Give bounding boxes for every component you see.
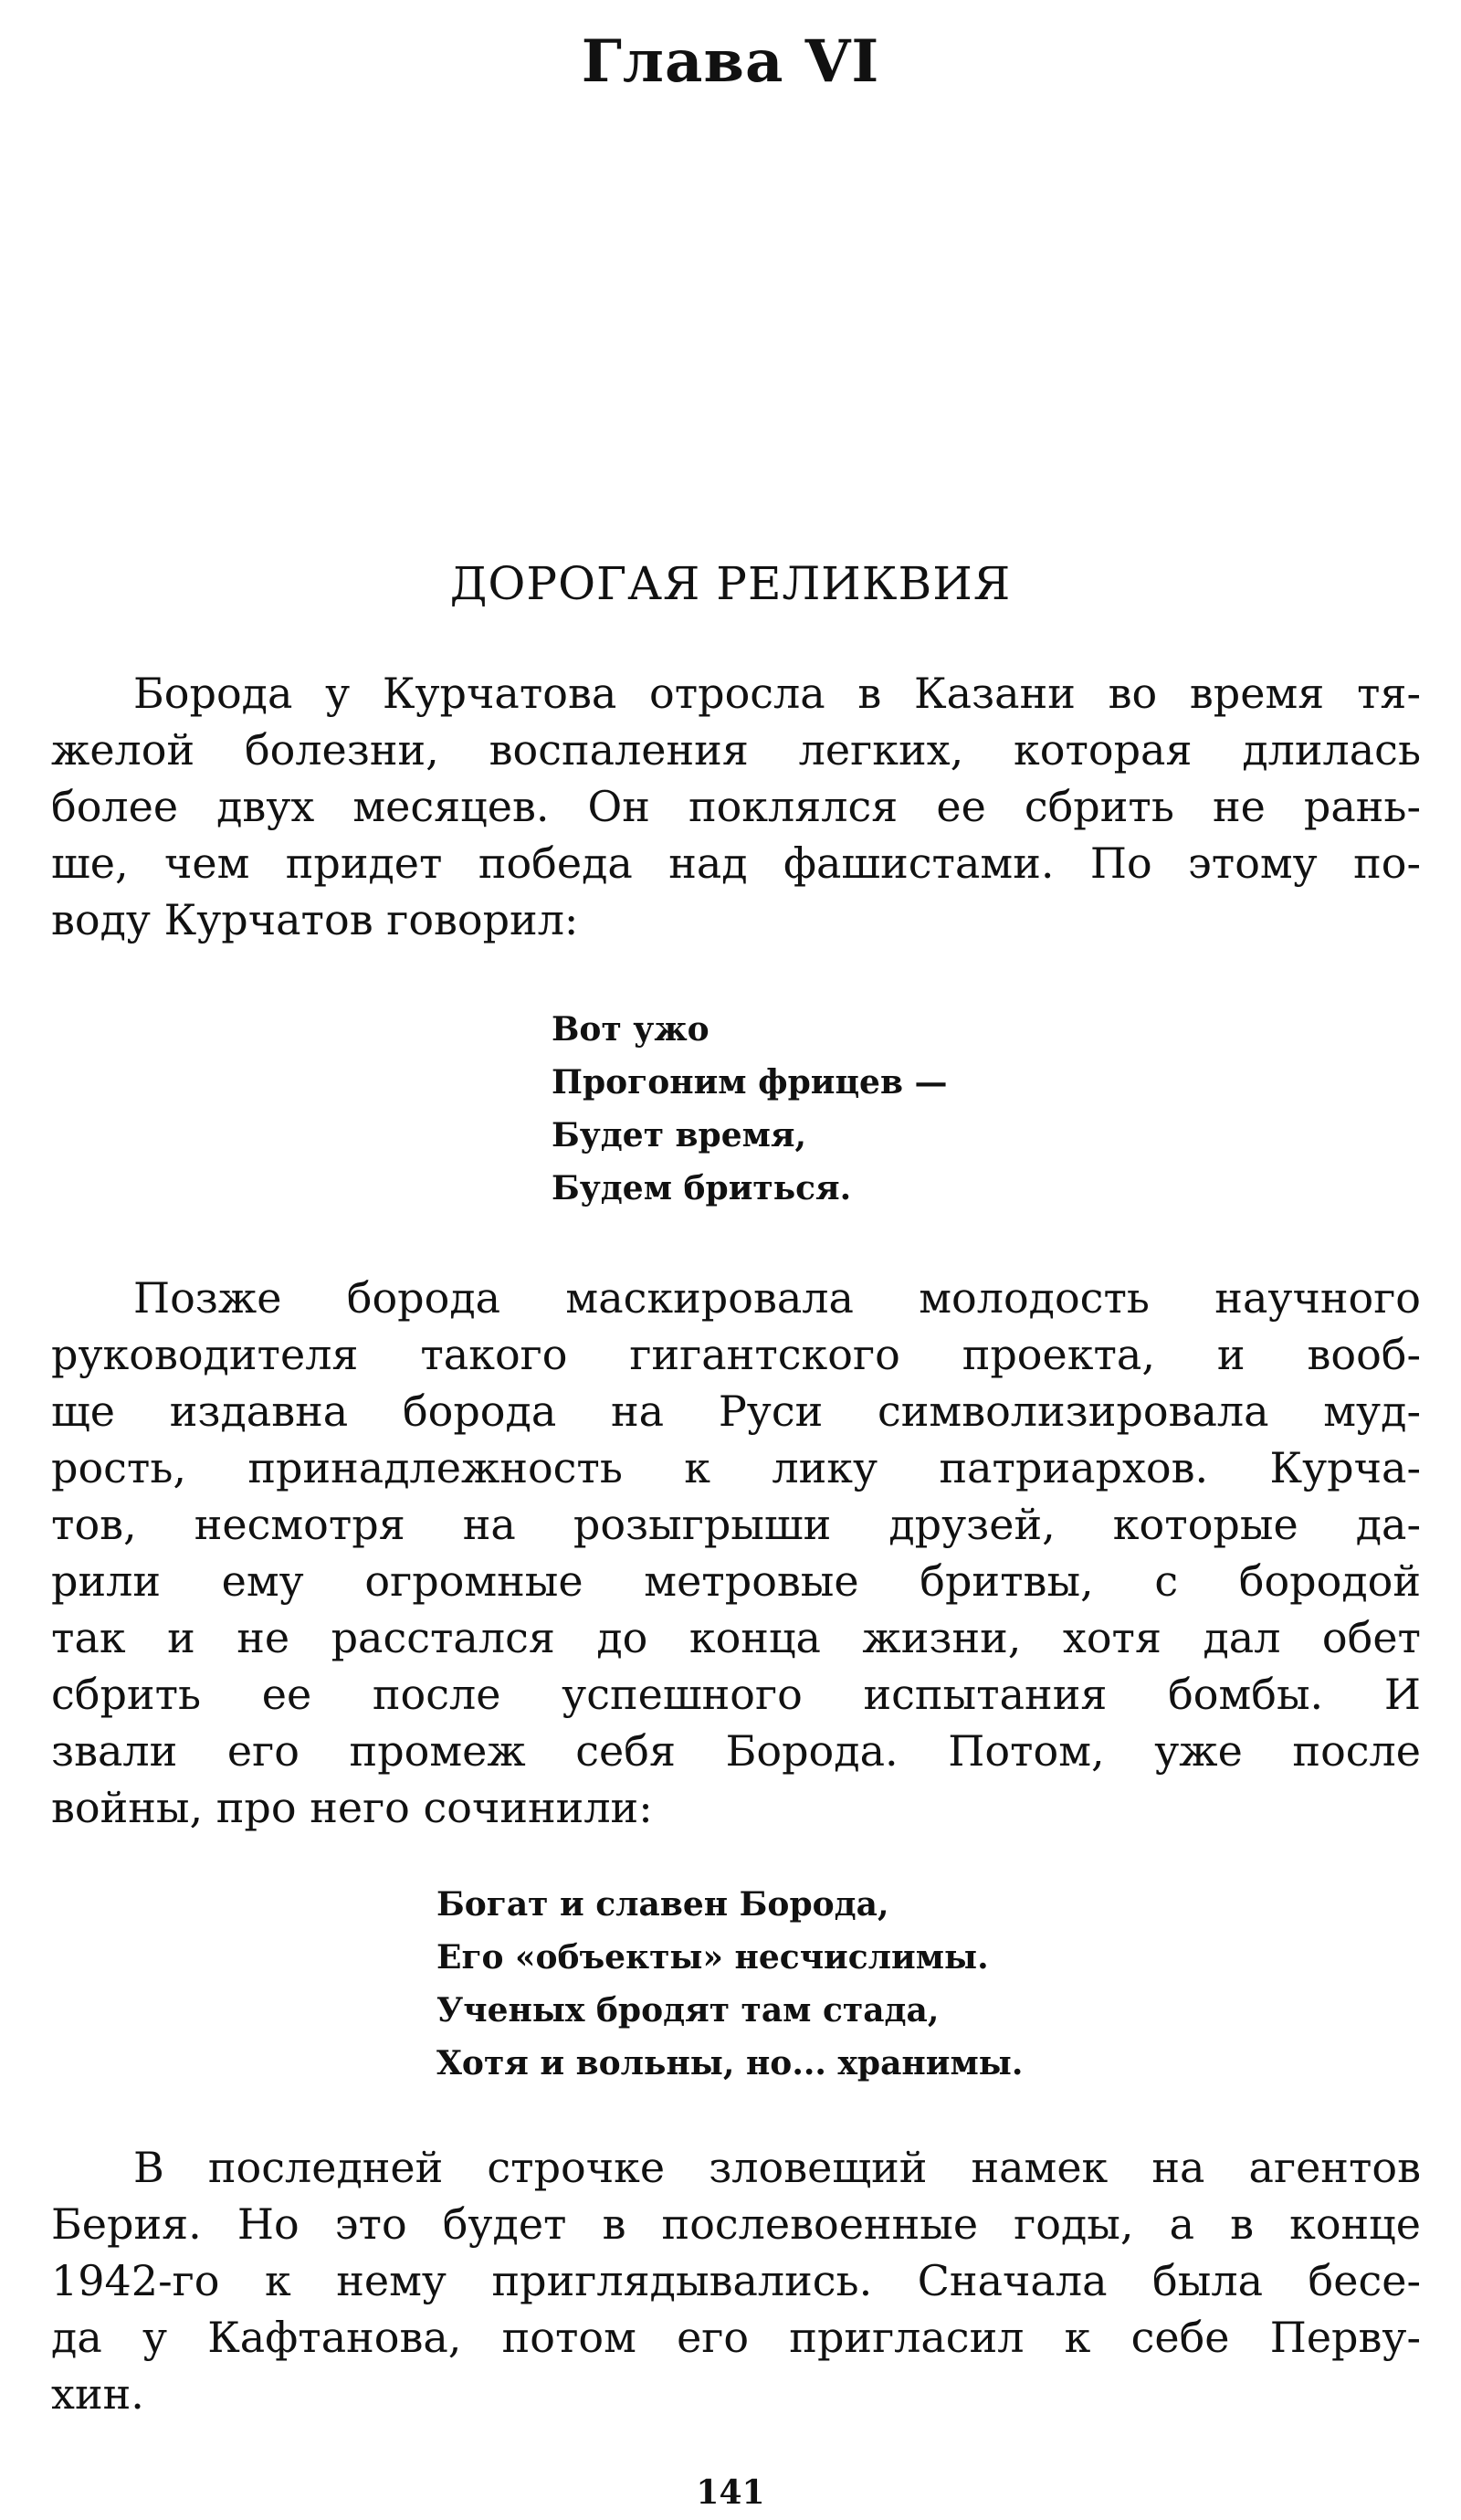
verse-line: Будет время, xyxy=(552,1116,807,1155)
verse-2 xyxy=(436,1878,1023,2090)
section-title: ДОРОГАЯ РЕЛИКВИЯ xyxy=(449,557,1012,610)
verse-line: Вот ужо xyxy=(552,1010,709,1049)
text-line: да у Кафтанова, потом его пригласил к себе Перву- xyxy=(51,2313,1421,2362)
text-line: так и не расстался до конца жизни, хотя дал обет xyxy=(51,1613,1421,1662)
text-line: звали его промеж себя Борода. Потом, уже после xyxy=(51,1726,1421,1776)
verse-line: Богат и славен Борода, xyxy=(436,1885,889,1924)
text-line: руководителя такого гигантского проекта, и вооб- xyxy=(51,1330,1421,1379)
text-line: желой болезни, воспаления легких, которая длилась xyxy=(51,725,1421,775)
text-line: Берия. Но это будет в послевоенные годы, а в конце xyxy=(51,2199,1421,2249)
paragraph-3 xyxy=(51,2139,1421,2422)
page-number: 141 xyxy=(696,2473,765,2512)
text-line: более двух месяцев. Он поклялся ее сбрить не рань- xyxy=(51,782,1421,831)
paragraph-2 xyxy=(51,1270,1421,1836)
text-line: рость, принадлежность к лику патриархов. Курча- xyxy=(51,1443,1421,1492)
text-line: Борода у Курчатова отросла в Казани во время тя- xyxy=(133,669,1421,718)
text-line: ше, чем придет победа над фашистами. По этому по- xyxy=(51,838,1421,888)
chapter-title: Глава VI xyxy=(581,27,880,96)
text-line: Позже борода маскировала молодость научного xyxy=(133,1273,1421,1323)
text-line: хин. xyxy=(51,2369,144,2419)
text-line: ще издавна борода на Руси символизировала муд- xyxy=(51,1387,1421,1436)
verse-line: Прогоним фрицев — xyxy=(552,1063,948,1102)
text-line: сбрить ее после успешного испытания бомбы. И xyxy=(51,1670,1421,1719)
verse-line: Будем бриться. xyxy=(552,1169,852,1207)
text-line: войны, про него сочинили: xyxy=(51,1783,653,1832)
paragraph-1 xyxy=(51,665,1421,948)
text-line: 1942-го к нему приглядывались. Сначала была бесе- xyxy=(51,2256,1421,2305)
text-line: рили ему огромные метровые бритвы, с бородой xyxy=(51,1556,1421,1606)
text-line: воду Курчатов говорил: xyxy=(51,895,579,944)
text-line: В последней строчке зловещий намек на агентов xyxy=(133,2143,1421,2192)
text-line: тов, несмотря на розыгрыши друзей, которые да- xyxy=(51,1500,1421,1549)
verse-line: Хотя и вольны, но... хранимы. xyxy=(436,2044,1024,2082)
verse-1 xyxy=(552,1003,948,1215)
verse-line: Ученых бродят там стада, xyxy=(436,1991,940,2030)
verse-line: Его «объекты» несчислимы. xyxy=(436,1938,989,1977)
